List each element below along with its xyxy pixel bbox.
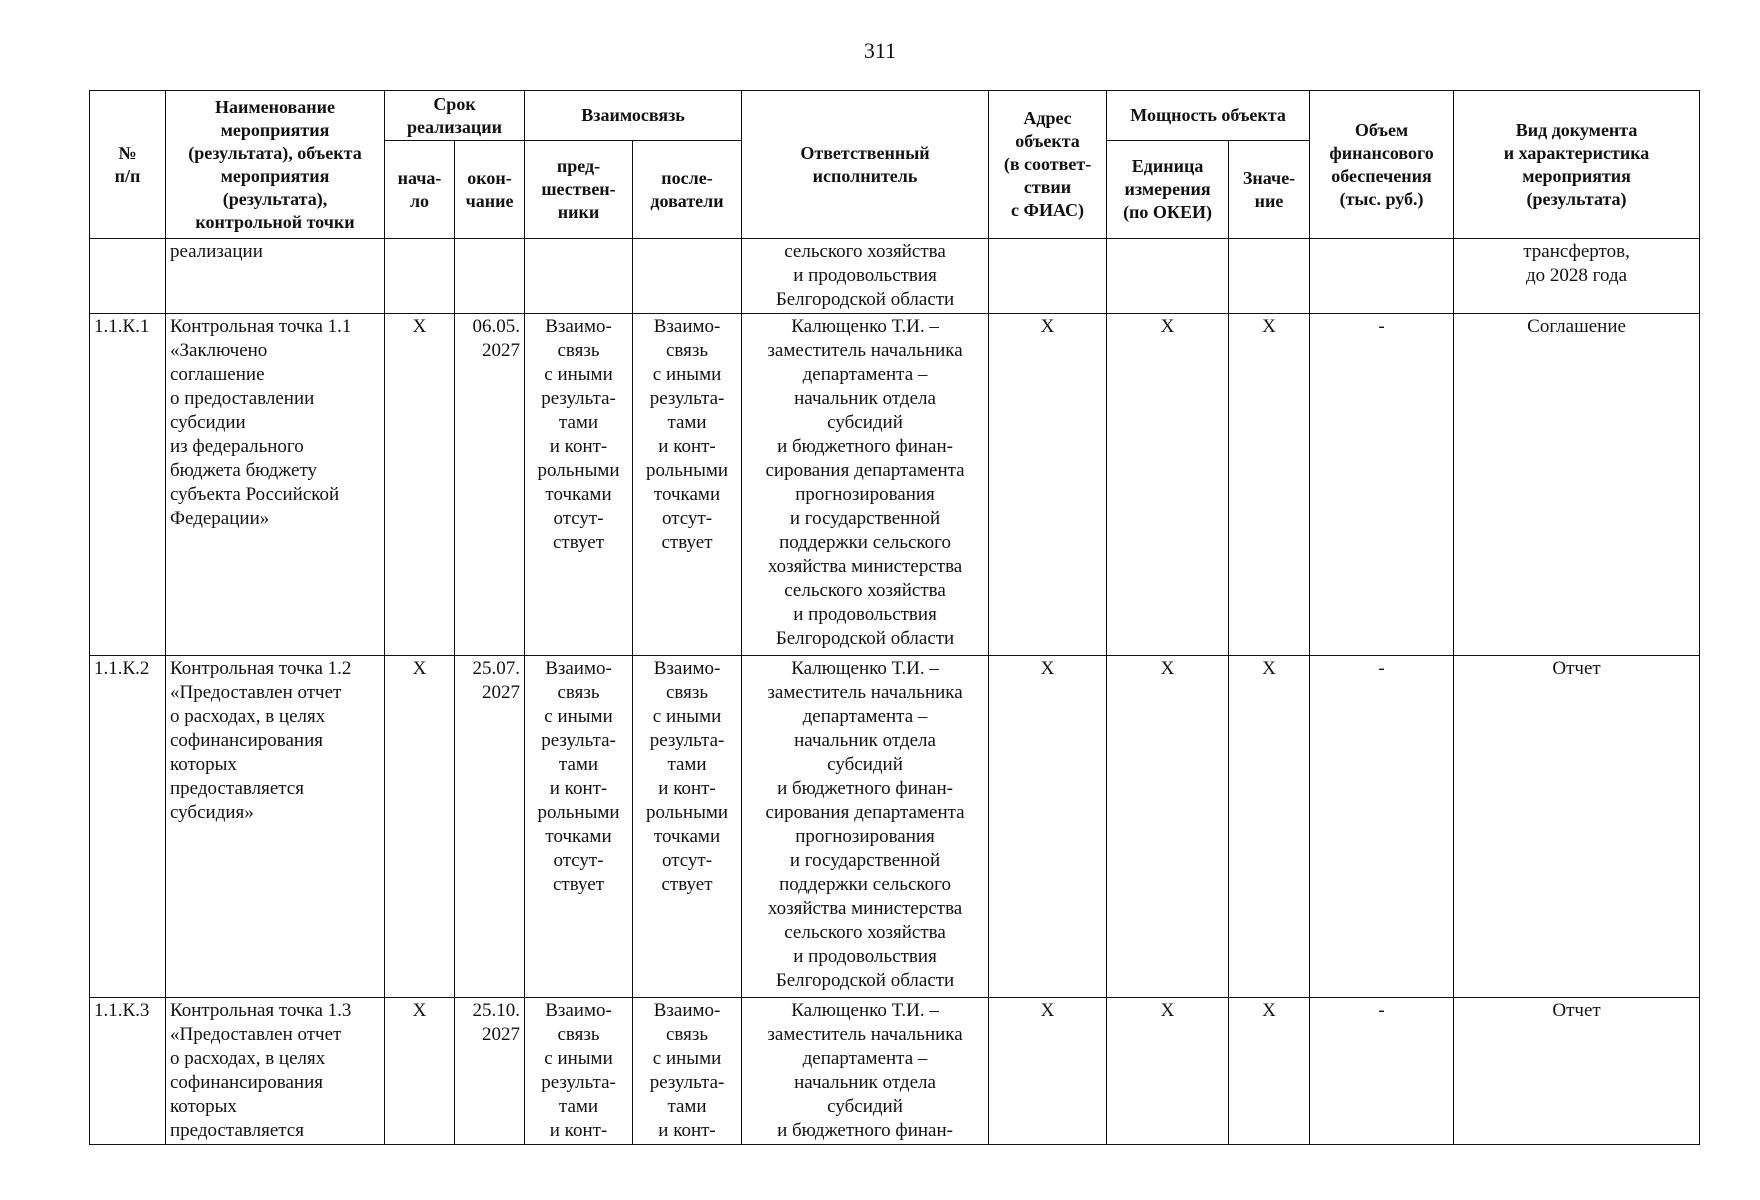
cell-start: X — [385, 314, 455, 656]
cell-end — [455, 239, 525, 314]
cell-doc-type: трансфертов, до 2028 года — [1454, 239, 1700, 314]
cell-num: 1.1.К.2 — [90, 656, 166, 998]
cell-responsible: Калющенко Т.И. – заместитель начальника департамента – начальник отдела субсидий и бюджетного финан- сирования департамента прогнозирования и государственной поддержки сельского хозяйства министерства сельского хозяйства и продовольствия Белгородской области — [742, 314, 989, 656]
page-number: 311 — [863, 38, 897, 63]
header-term-end: окон- чание — [455, 141, 525, 239]
cell-address: X — [989, 656, 1107, 998]
cell-finance: - — [1310, 998, 1454, 1145]
cell-address: X — [989, 998, 1107, 1145]
cell-unit — [1107, 239, 1229, 314]
header-term: Срок реализации — [385, 91, 525, 141]
cell-end: 25.07. 2027 — [455, 656, 525, 998]
cell-doc-type: Отчет — [1454, 656, 1700, 998]
table-row-continuation — [90, 239, 1700, 314]
header-value: Значе- ние — [1229, 141, 1310, 239]
cell-successors: Взаимо- связь с иными результа- тами и конт- — [633, 998, 742, 1145]
cell-unit: X — [1107, 314, 1229, 656]
table-header — [90, 91, 1700, 239]
cell-successors: Взаимо- связь с иными результа- тами и конт- рольными точками отсут- ствует — [633, 314, 742, 656]
cell-value: X — [1229, 314, 1310, 656]
cell-predecessors — [525, 239, 633, 314]
header-capacity: Мощность объекта — [1107, 91, 1310, 141]
header-finance: Объем финансового обеспечения (тыс. руб.) — [1310, 91, 1454, 239]
cell-finance: - — [1310, 656, 1454, 998]
header-relation: Взаимосвязь — [525, 91, 742, 141]
table-row — [90, 314, 1700, 656]
cell-name: Контрольная точка 1.1 «Заключено соглашение о предоставлении субсидии из федерального бюджета бюджету субъекта Российской Федерации» — [166, 314, 385, 656]
cell-value — [1229, 239, 1310, 314]
cell-end: 25.10. 2027 — [455, 998, 525, 1145]
cell-predecessors: Взаимо- связь с иными результа- тами и конт- — [525, 998, 633, 1145]
table-row — [90, 656, 1700, 998]
cell-successors: Взаимо- связь с иными результа- тами и конт- рольными точками отсут- ствует — [633, 656, 742, 998]
cell-start — [385, 239, 455, 314]
header-name: Наименование мероприятия (результата), объекта мероприятия (результата), контрольной точки — [166, 91, 385, 239]
plan-table — [89, 90, 1700, 1145]
cell-unit: X — [1107, 656, 1229, 998]
cell-doc-type: Отчет — [1454, 998, 1700, 1145]
cell-predecessors: Взаимо- связь с иными результа- тами и конт- рольными точками отсут- ствует — [525, 656, 633, 998]
header-responsible: Ответственный исполнитель — [742, 91, 989, 239]
header-predecessors: пред- шествен- ники — [525, 141, 633, 239]
header-address: Адрес объекта (в соответ- ствии с ФИАС) — [989, 91, 1107, 239]
cell-responsible: сельского хозяйства и продовольствия Белгородской области — [742, 239, 989, 314]
cell-start: X — [385, 656, 455, 998]
table-row — [90, 998, 1700, 1145]
cell-num — [90, 239, 166, 314]
cell-num: 1.1.К.1 — [90, 314, 166, 656]
header-num: № п/п — [90, 91, 166, 239]
cell-responsible: Калющенко Т.И. – заместитель начальника департамента – начальник отдела субсидий и бюджетного финан- — [742, 998, 989, 1145]
cell-successors — [633, 239, 742, 314]
cell-predecessors: Взаимо- связь с иными результа- тами и конт- рольными точками отсут- ствует — [525, 314, 633, 656]
header-term-start: нача- ло — [385, 141, 455, 239]
cell-value: X — [1229, 998, 1310, 1145]
header-unit: Единица измерения (по ОКЕИ) — [1107, 141, 1229, 239]
cell-finance: - — [1310, 314, 1454, 656]
cell-finance — [1310, 239, 1454, 314]
cell-name: реализации — [166, 239, 385, 314]
header-successors: после- дователи — [633, 141, 742, 239]
cell-name: Контрольная точка 1.3 «Предоставлен отчет о расходах, в целях софинансирования которых предоставляется — [166, 998, 385, 1145]
cell-address: X — [989, 314, 1107, 656]
cell-responsible: Калющенко Т.И. – заместитель начальника департамента – начальник отдела субсидий и бюджетного финан- сирования департамента прогнозирования и государственной поддержки сельского хозяйства министерства сельского хозяйства и продовольствия Белгородской области — [742, 656, 989, 998]
cell-start: X — [385, 998, 455, 1145]
cell-num: 1.1.К.3 — [90, 998, 166, 1145]
cell-value: X — [1229, 656, 1310, 998]
cell-doc-type: Соглашение — [1454, 314, 1700, 656]
cell-end: 06.05. 2027 — [455, 314, 525, 656]
cell-address — [989, 239, 1107, 314]
cell-unit: X — [1107, 998, 1229, 1145]
cell-name: Контрольная точка 1.2 «Предоставлен отчет о расходах, в целях софинансирования которых предоставляется субсидия» — [166, 656, 385, 998]
header-doc-type: Вид документа и характеристика мероприятия (результата) — [1454, 91, 1700, 239]
